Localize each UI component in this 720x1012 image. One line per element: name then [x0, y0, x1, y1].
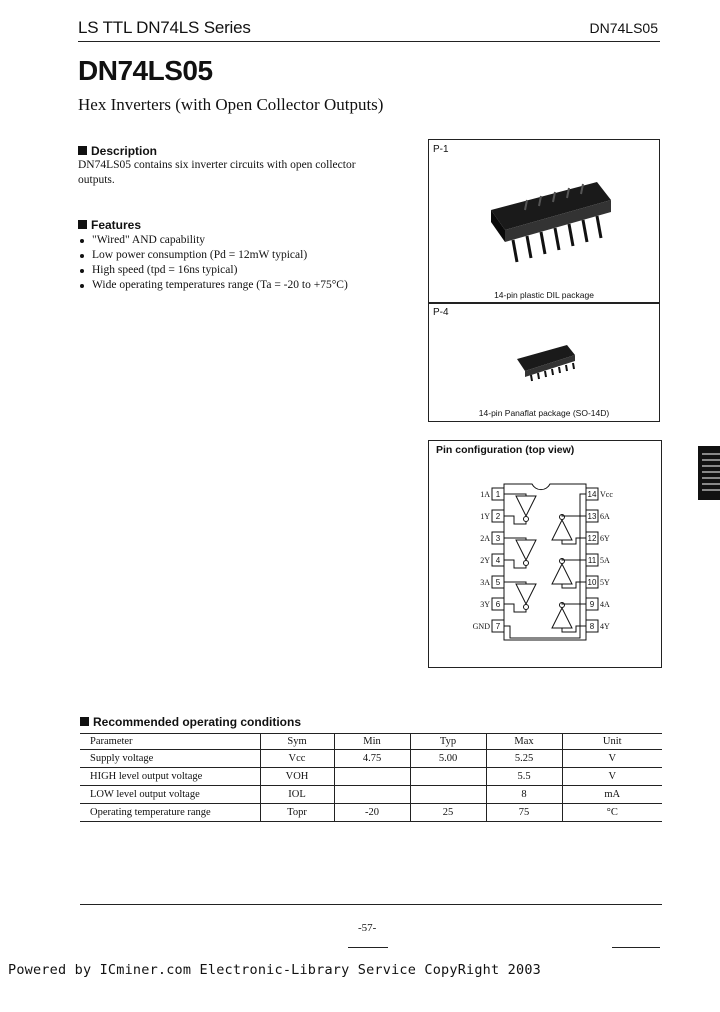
- section-square-icon: [78, 220, 87, 229]
- pin-number: 3: [495, 534, 501, 543]
- param-cell: HIGH level output voltage: [80, 768, 260, 786]
- pin-name: 2A: [480, 534, 490, 543]
- column-header: Max: [486, 734, 562, 750]
- conditions-heading: [80, 715, 301, 729]
- max-cell: 5.25: [486, 750, 562, 768]
- pin-name: 4Y: [600, 622, 610, 631]
- features-heading: [78, 218, 141, 232]
- param-cell: Supply voltage: [80, 750, 260, 768]
- conditions-heading-text: Recommended operating conditions: [93, 715, 302, 729]
- flat-package-illustration: [509, 339, 589, 389]
- package-p1-label: P-1: [433, 144, 449, 155]
- column-header: Unit: [562, 734, 662, 750]
- pin-name: 1Y: [480, 512, 490, 521]
- side-index-tab: [698, 446, 720, 500]
- feature-item: Low power consumption (Pd = 12mW typical): [78, 248, 398, 263]
- footer-rule-right: [612, 947, 660, 948]
- series-title: LS TTL DN74LS Series: [78, 18, 251, 37]
- pin-number: 4: [495, 556, 501, 565]
- table-row: [80, 750, 662, 768]
- package-p4-box: [428, 302, 660, 422]
- max-cell: 5.5: [486, 768, 562, 786]
- feature-item: Wide operating temperatures range (Ta = -20 to +75°C): [78, 278, 398, 293]
- pin-number: 10: [587, 578, 597, 587]
- sym-cell: IOL: [260, 786, 334, 804]
- unit-cell: V: [562, 750, 662, 768]
- header-part-number: DN74LS05: [589, 20, 658, 36]
- min-cell: -20: [334, 804, 410, 822]
- description-heading: [78, 144, 157, 158]
- typ-cell: [410, 786, 486, 804]
- pin-number: 1: [495, 490, 501, 499]
- pin-name: 5A: [600, 556, 610, 565]
- pin-name: 6Y: [600, 534, 610, 543]
- pin-name: GND: [472, 622, 490, 631]
- column-header: Parameter: [80, 734, 260, 750]
- header-divider: [78, 41, 660, 42]
- package-p4-label: P-4: [433, 307, 449, 318]
- dil-package-illustration: [469, 170, 629, 280]
- pin-name: 2Y: [480, 556, 490, 565]
- max-cell: 8: [486, 786, 562, 804]
- typ-cell: [410, 768, 486, 786]
- typ-cell: 25: [410, 804, 486, 822]
- unit-cell: °C: [562, 804, 662, 822]
- pin-number: 9: [589, 600, 595, 609]
- footer-rule-left: [348, 947, 388, 948]
- pin-number: 7: [495, 622, 501, 631]
- unit-cell: V: [562, 768, 662, 786]
- min-cell: 4.75: [334, 750, 410, 768]
- page-number: -57-: [358, 922, 377, 934]
- pin-number: 5: [495, 578, 501, 587]
- bottom-divider: [80, 904, 662, 905]
- pin-number: 14: [587, 490, 597, 499]
- package-p1-caption: 14-pin plastic DIL package: [494, 290, 594, 300]
- part-number-title: DN74LS05: [78, 55, 213, 86]
- pin-name: 5Y: [600, 578, 610, 587]
- table-row: [80, 786, 662, 804]
- feature-item: "Wired" AND capability: [78, 233, 398, 248]
- pin-number: 12: [587, 534, 597, 543]
- sym-cell: Vcc: [260, 750, 334, 768]
- pin-name: 3Y: [480, 600, 490, 609]
- features-heading-text: Features: [91, 218, 142, 232]
- column-header: Sym: [260, 734, 334, 750]
- description-text: DN74LS05 contains six inverter circuits with open collector outputs.: [78, 159, 356, 186]
- min-cell: [334, 768, 410, 786]
- pin-name: 1A: [480, 490, 490, 499]
- section-square-icon: [78, 146, 87, 155]
- footer-copyright: Powered by ICminer.com Electronic-Library Service CopyRight 2003: [8, 962, 541, 978]
- pin-number: 8: [589, 622, 595, 631]
- param-cell: Operating temperature range: [80, 804, 260, 822]
- section-square-icon: [80, 717, 89, 726]
- table-header-row: [80, 734, 662, 750]
- unit-cell: mA: [562, 786, 662, 804]
- pin-name: 6A: [600, 512, 610, 521]
- column-header: Typ: [410, 734, 486, 750]
- package-p1-box: [428, 139, 660, 304]
- package-p4-caption: 14-pin Panaflat package (SO-14D): [478, 408, 610, 418]
- features-list: [78, 233, 398, 293]
- pin-diagram: [470, 478, 620, 648]
- column-header: Min: [334, 734, 410, 750]
- min-cell: [334, 786, 410, 804]
- sym-cell: VOH: [260, 768, 334, 786]
- typ-cell: 5.00: [410, 750, 486, 768]
- table-row: [80, 768, 662, 786]
- feature-item: High speed (tpd = 16ns typical): [78, 263, 398, 278]
- part-subtitle: Hex Inverters (with Open Collector Outputs): [78, 95, 384, 114]
- pin-number: 11: [587, 556, 597, 565]
- pin-configuration-title: Pin configuration (top view): [436, 444, 575, 456]
- max-cell: 75: [486, 804, 562, 822]
- pin-number: 13: [587, 512, 597, 521]
- table-row: [80, 804, 662, 822]
- pin-number: 2: [495, 512, 501, 521]
- param-cell: LOW level output voltage: [80, 786, 260, 804]
- pin-number: 6: [495, 600, 501, 609]
- pin-name: 3A: [480, 578, 490, 587]
- pin-name: Vcc: [600, 490, 613, 499]
- pin-name: 4A: [600, 600, 610, 609]
- sym-cell: Topr: [260, 804, 334, 822]
- conditions-table: [80, 733, 662, 822]
- description-heading-text: Description: [91, 144, 158, 158]
